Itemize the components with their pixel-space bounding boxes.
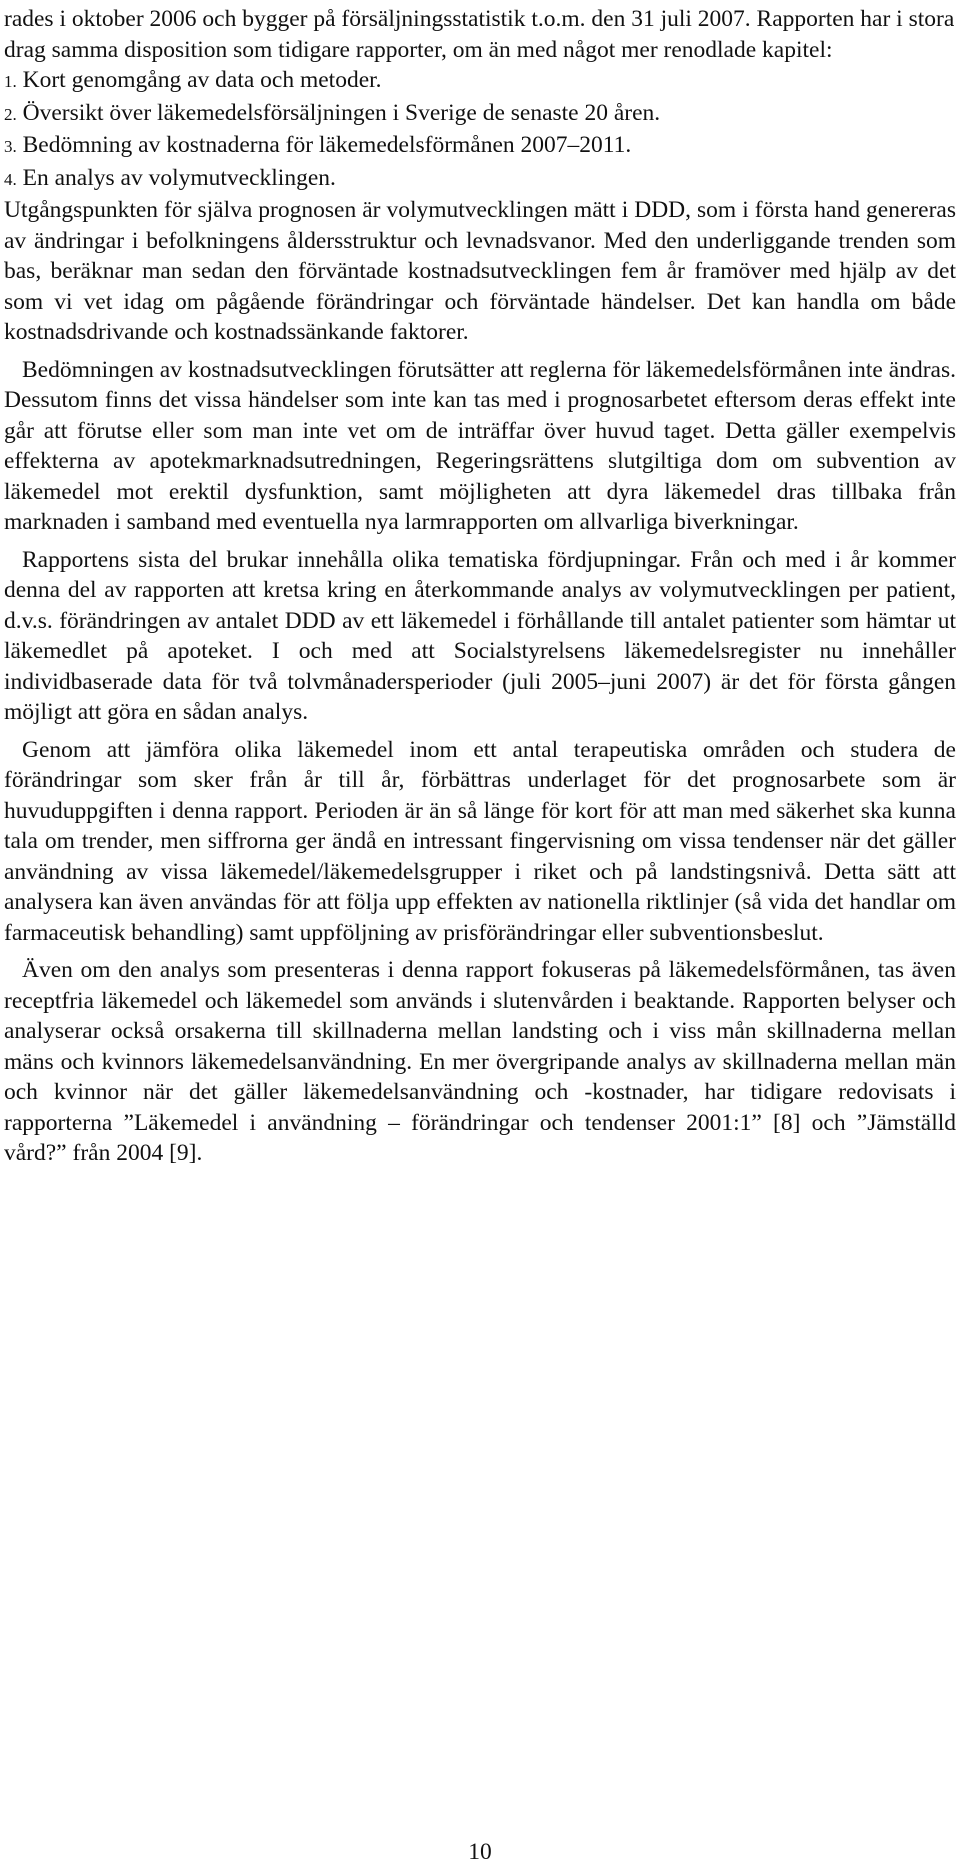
chapter-item-3: [4, 130, 956, 163]
chapter-item-1: [4, 65, 956, 98]
chapter-number: 4.: [4, 169, 17, 189]
chapter-item-4: [4, 163, 956, 196]
chapter-number: 3.: [4, 137, 17, 156]
chapter-text: Kort genomgång av data och metoder.: [22, 67, 382, 93]
chapter-text: Översikt över läkemedelsförsäljningen i Sverige de senaste 20 åren.: [22, 99, 661, 126]
chapter-item-2: [4, 98, 956, 131]
chapter-number: 2.: [4, 104, 17, 124]
page-number: 10: [468, 1839, 492, 1865]
body-paragraph-2: Bedömningen av kostnadsutvecklingen förutsätter att reglerna för läkemedelsförmånen inte ändras. Dessutom finns det vissa händelser som inte kan tas med i prognosarbetet eftersom deras effekt inte går att förutse eller som man inte vet om de inträffar över huvud taget. Detta gäller exempelvis effekterna av apotekmarknadsutredningen, Regeringsrättens slutgiltiga dom om subvention av läkemedel mot erektil dysfunktion, samt möjligheten att dyra läkemedel dras tillbaka från marknaden i samband med eventuella nya larmrapporten om allvarliga biverkningar.: [4, 356, 956, 535]
chapter-list: [4, 65, 956, 195]
body-paragraph-5: Även om den analys som presenteras i denna rapport fokuseras på läkemedelsförmånen, tas även receptfria läkemedel och läkemedel som används i slutenvården i beaktande. Rapporten belyser och analyserar också orsakerna till skillnaderna mellan landsting och i viss mån skillnaderna mellan mäns och kvinnors läkemedelsanvändning. En mer övergripande analys av skillnaderna mellan män och kvinnor när det gäller läkemedelsanvändning och -kostnader, har tidigare redovisats i rapporterna ”Läkemedel i användning – förändringar och tendenser 2001:1” [8] och ”Jämställd vård?” från 2004 [9].: [4, 957, 956, 1166]
body-paragraph-4: Genom att jämföra olika läkemedel inom ett antal terapeutiska områden och studera de förändringar som sker från år till år, förbättras underlaget för det prognosarbete som är huvuduppgiften i denna rapport. Perioden är än så länge för kort för att man med säkerhet ska kunna tala om trender, men siffrorna ger ändå en intressant fingervisning om vissa tendenser när det gäller användning av vissa läkemedel/läkemedelsgrupper i riket och på landstingsnivå. Detta sätt att analysera kan även användas för att följa upp effekten av nationella riktlinjer (så vida det handlar om farmaceutisk behandling) samt uppföljning av prisförändringar eller subventionsbeslut.: [4, 736, 956, 946]
chapter-text: Bedömning av kostnaderna för läkemedelsförmånen 2007–2011.: [22, 132, 632, 158]
intro-text: rades i oktober 2006 och bygger på försäljningsstatistik t.o.m. den 31 juli 2007. Rapporten har i stora drag samma disposition som tidigare rapporter, om än med något mer renodlade kapitel:: [4, 6, 955, 63]
chapter-text: En analys av volymutvecklingen.: [22, 164, 336, 191]
body-paragraph-3: Rapportens sista del brukar innehålla olika tematiska fördjupningar. Från och med i år kommer denna del av rapporten att kretsa kring en återkommande analys av volymutvecklingen per patient, d.v.s. förändringen av antalet DDD av ett läkemedel i förhållande till antalet patienter som hämtar ut läkemedlet på apoteket. I och med att Socialstyrelsens läkemedelsregister nu innehåller individbaserade data för två tolvmånadersperioder (juli 2005–juni 2007) är det för första gången möjligt att göra en sådan analys.: [4, 546, 956, 725]
body-paragraph-1: Utgångspunkten för själva prognosen är volymutvecklingen mätt i DDD, som i första hand genereras av ändringar i befolkningens åldersstruktur och levnadsvanor. Med den underliggande trenden som bas, beräknar man sedan den förväntade kostnadsutvecklingen fem år framöver med hjälp av det som vi vet idag om pågående förändringar och förväntade händelser. Det kan handla om både kostnadsdrivande och kostnadssänkande faktorer.: [4, 197, 956, 345]
chapter-number: 1.: [4, 72, 17, 91]
